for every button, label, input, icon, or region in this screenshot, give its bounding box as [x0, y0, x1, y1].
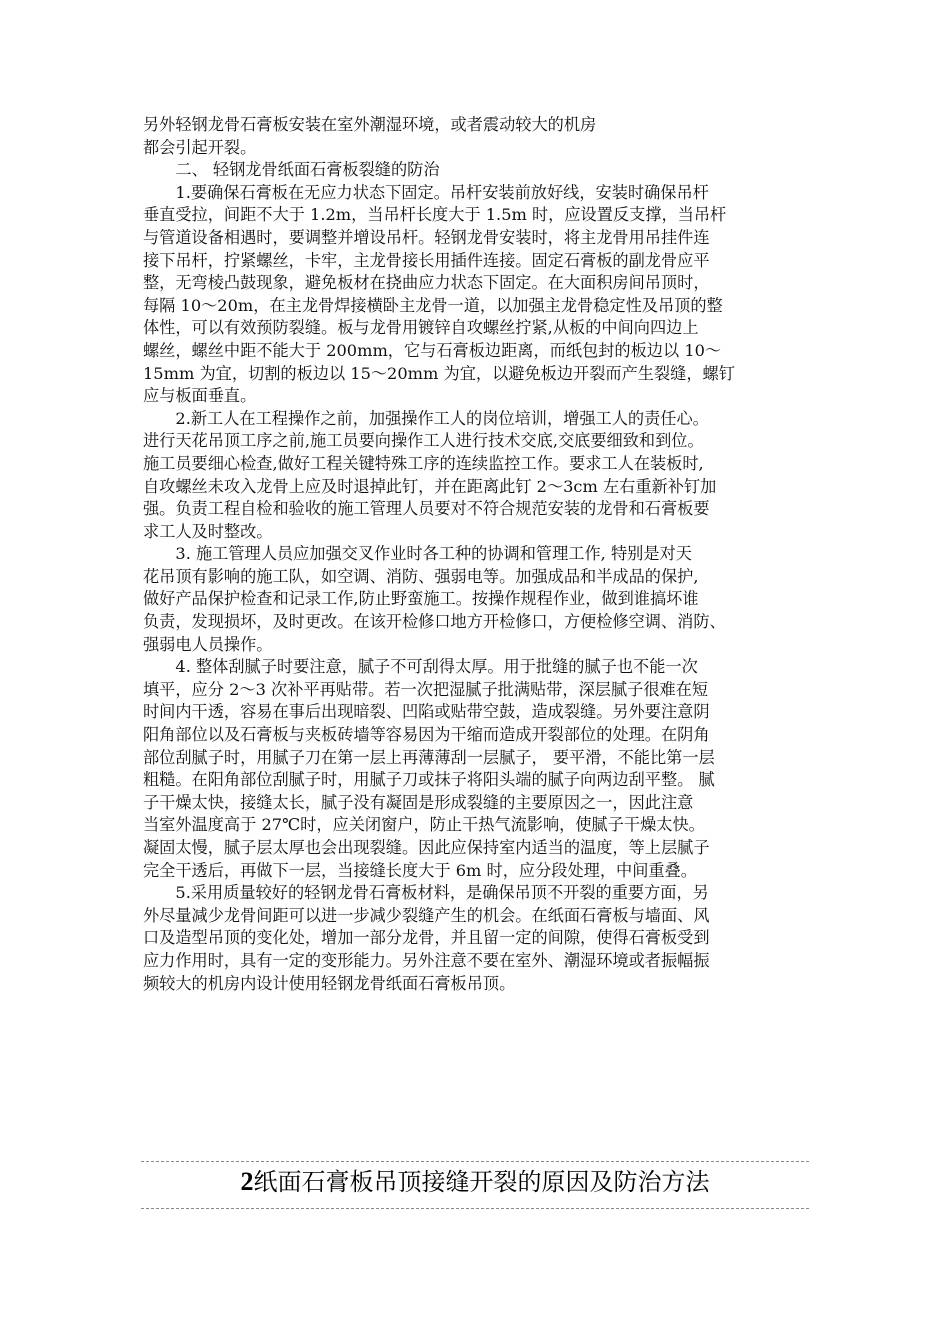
paragraph-intro: [143, 114, 811, 159]
text-line: 粗糙。在阳角部位刮腻子时，用腻子刀或抹子将阳头端的腻子向两边刮平整。 腻: [143, 770, 715, 790]
text-line: 花吊顶有影响的施工队，如空调、消防、强弱电等。加强成品和半成品的保护,: [143, 566, 699, 586]
section-heading-title: 纸面石膏板吊顶接缝开裂的原因及防治方法: [253, 1168, 710, 1196]
paragraph-item-5: [143, 882, 811, 995]
text-line: 做好产品保护检查和记录工作,防止野蛮施工。按操作规程作业，做到谁搞坏谁: [143, 589, 699, 609]
paragraph-item-2: [143, 408, 811, 544]
text-line: 负责，发现损坏，及时更改。在该开检修口地方开检修口，方便检修空调、消防、: [143, 612, 726, 632]
text-line: 强弱电人员操作。: [143, 634, 273, 654]
section-heading: [141, 1166, 809, 1198]
text-line: 完全干透后，再做下一层，当接缝长度大于 6m 时，应分段处理，中间重叠。: [143, 860, 697, 880]
text-line: 2.新工人在工程操作之前，加强操作工人的岗位培训，增强工人的责任心。: [175, 408, 709, 428]
text-line: 口及造型吊顶的变化处，增加一部分龙骨，并且留一定的间隙，使得石膏板受到: [143, 928, 710, 948]
paragraph-section-2: [143, 159, 811, 182]
text-line: 4. 整体刮腻子时要注意，腻子不可刮得太厚。用于批缝的腻子也不能一次: [175, 657, 698, 677]
text-line: 外尽量减少龙骨间距可以进一步减少裂缝产生的机会。在纸面石膏板与墙面、风: [143, 905, 710, 925]
text-line: 施工员要细心检查,做好工程关键特殊工序的连续监控工作。要求工人在装板时,: [143, 453, 704, 473]
text-line: 部位刮腻子时，用腻子刀在第一层上再薄薄刮一层腻子， 要平滑，不能比第一层: [143, 747, 715, 767]
text-line: 自攻螺丝未攻入龙骨上应及时退掉此钉，并在距离此钉 2～3cm 左右重新补钉加: [143, 476, 717, 496]
text-line: 另外轻钢龙骨石膏板安装在室外潮湿环境，或者震动较大的机房: [143, 115, 597, 134]
paragraph-item-1: [143, 182, 811, 408]
text-line: 都会引起开裂。: [143, 137, 257, 157]
text-line: 每隔 10～20m，在主龙骨焊接横卧主龙骨一道，以加强主龙骨稳定性及吊顶的整: [143, 295, 723, 315]
text-line: 5.采用质量较好的轻钢龙骨石膏板材料，是确保吊顶不开裂的重要方面，另: [175, 883, 709, 903]
text-line: 应与板面垂直。: [143, 386, 257, 406]
text-line: 子干燥太快，接缝太长，腻子没有凝固是形成裂缝的主要原因之一，因此注意: [143, 792, 694, 812]
text-line: 二、 轻钢龙骨纸面石膏板裂缝的防治: [175, 160, 440, 180]
text-line: 与管道设备相遇时，要调整并增设吊杆。轻钢龙骨安装时，将主龙骨用吊挂件连: [143, 227, 710, 247]
text-line: 凝固太慢，腻子层太厚也会出现裂缝。因此应保持室内适当的温度，等上层腻子: [143, 838, 710, 857]
text-line: 填平，应分 2～3 次补平再贴带。若一次把湿腻子批满贴带，深层腻子很难在短: [143, 679, 709, 699]
text-line: 3. 施工管理人员应加强交叉作业时各工种的协调和管理工作, 特别是对天: [175, 544, 692, 564]
text-line: 垂直受拉，间距不大于 1.2m，当吊杆长度大于 1.5m 时，应设置反支撑，当吊杆: [143, 205, 727, 225]
text-line: 进行天花吊顶工序之前,施工员要向操作工人进行技术交底,交底要细致和到位。: [143, 431, 704, 451]
text-line: 1.要确保石膏板在无应力状态下固定。吊杆安装前放好线，安装时确保吊杆: [175, 182, 709, 202]
section-heading-block: [141, 1161, 809, 1209]
paragraph-item-3: [143, 543, 811, 656]
paragraph-item-4: [143, 656, 811, 882]
text-line: 应力作用时，具有一定的变形能力。另外注意不要在室外、潮湿环境或者振幅振: [143, 950, 710, 970]
text-line: 时间内干透，容易在事后出现暗裂、凹陷或贴带空鼓，造成裂缝。另外要注意阴: [143, 702, 710, 722]
text-line: 阳角部位以及石膏板与夹板砖墙等容易因为干缩而造成开裂部位的处理。在阴角: [143, 725, 710, 745]
text-line: 当室外温度高于 27℃时，应关闭窗户，防止干热气流影响，使腻子干燥太快。: [143, 815, 705, 835]
text-line: 频较大的机房内设计使用轻钢龙骨纸面石膏板吊顶。: [143, 973, 516, 993]
text-line: 接下吊杆，拧紧螺丝，卡牢，主龙骨接长用插件连接。固定石膏板的副龙骨应平: [143, 250, 710, 270]
section-heading-number: 2: [240, 1167, 254, 1196]
text-line: 螺丝，螺丝中距不能大于 200mm，它与石膏板边距离，而纸包封的板边以 10～: [143, 340, 722, 360]
text-line: 15mm 为宜，切割的板边以 15～20mm 为宜，以避免板边开裂而产生裂缝，螺钉: [143, 363, 735, 383]
text-line: 求工人及时整改。: [143, 521, 273, 541]
text-line: 体性，可以有效预防裂缝。板与龙骨用镀锌自攻螺丝拧紧,从板的中间向四边上: [143, 318, 699, 338]
document-body: [143, 114, 811, 995]
text-line: 整，无弯棱凸鼓现象，避免板材在挠曲应力状态下固定。在大面积房间吊顶时，: [143, 273, 710, 293]
text-line: 强。负责工程自检和验收的施工管理人员要对不符合规范安装的龙骨和石膏板要: [143, 499, 710, 519]
